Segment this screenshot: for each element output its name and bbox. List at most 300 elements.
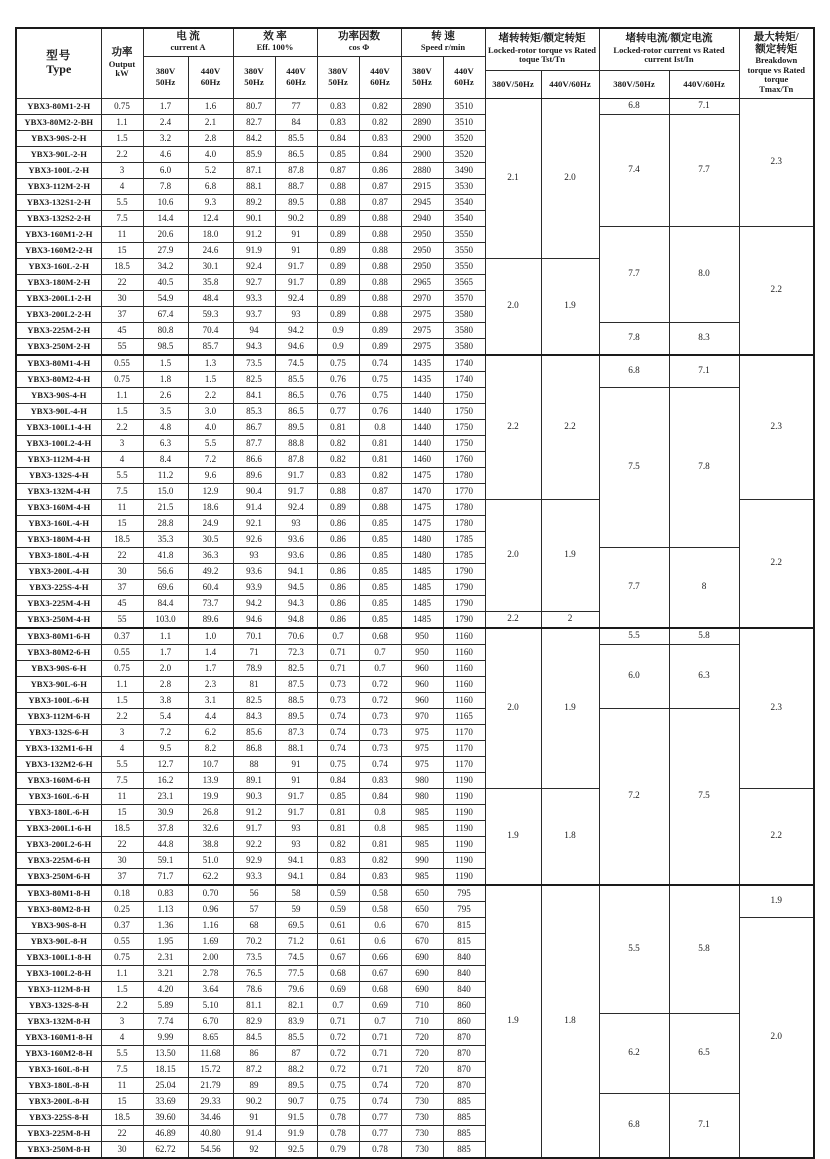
value-cell: 7.2	[143, 724, 188, 740]
model-cell: YBX3-250M-2-H	[16, 338, 101, 355]
ist-ratio-cell: 7.1	[669, 355, 739, 388]
col-header-locked-rotor-torque: 堵转转矩/额定转矩 Locked-rotor torque vs Rated toque Tst/Tn	[485, 28, 599, 70]
value-cell: 91.4	[233, 499, 275, 515]
model-cell: YBX3-100L2-4-H	[16, 435, 101, 451]
value-cell: 0.85	[359, 515, 401, 531]
value-cell: 89.6	[188, 611, 233, 628]
value-cell: 0.75	[101, 949, 143, 965]
value-cell: 0.89	[317, 210, 359, 226]
value-cell: 5.5	[188, 435, 233, 451]
subheader-speed-440v-60hz: 440V 60Hz	[443, 56, 485, 98]
value-cell: 93.3	[233, 290, 275, 306]
col-header-speed: 转 速 Speed r/min	[401, 28, 485, 56]
value-cell: 93	[275, 515, 317, 531]
value-cell: 5.5	[101, 756, 143, 772]
value-cell: 0.74	[359, 1077, 401, 1093]
value-cell: 87.7	[233, 435, 275, 451]
value-cell: 0.72	[317, 1029, 359, 1045]
value-cell: 0.75	[101, 98, 143, 114]
value-cell: 1440	[401, 403, 443, 419]
value-cell: 78.9	[233, 660, 275, 676]
value-cell: 2.78	[188, 965, 233, 981]
model-cell: YBX3-160L-8-H	[16, 1061, 101, 1077]
value-cell: 30	[101, 290, 143, 306]
value-cell: 4.0	[188, 419, 233, 435]
value-cell: 3520	[443, 146, 485, 162]
value-cell: 9.6	[188, 467, 233, 483]
value-cell: 78.6	[233, 981, 275, 997]
value-cell: 93	[233, 547, 275, 563]
value-cell: 950	[401, 644, 443, 660]
value-cell: 92.9	[233, 852, 275, 868]
value-cell: 1190	[443, 852, 485, 868]
model-cell: YBX3-132M2-6-H	[16, 756, 101, 772]
value-cell: 0.89	[359, 322, 401, 338]
value-cell: 32.6	[188, 820, 233, 836]
value-cell: 91.7	[275, 274, 317, 290]
value-cell: 1790	[443, 563, 485, 579]
value-cell: 16.2	[143, 772, 188, 788]
value-cell: 4.0	[188, 146, 233, 162]
value-cell: 91	[275, 226, 317, 242]
value-cell: 885	[443, 1141, 485, 1158]
value-cell: 1.6	[188, 98, 233, 114]
value-cell: 82.5	[275, 660, 317, 676]
model-cell: YBX3-80M1-4-H	[16, 355, 101, 372]
value-cell: 37	[101, 868, 143, 885]
value-cell: 1750	[443, 435, 485, 451]
value-cell: 0.7	[359, 1013, 401, 1029]
value-cell: 23.1	[143, 788, 188, 804]
value-cell: 12.9	[188, 483, 233, 499]
value-cell: 870	[443, 1029, 485, 1045]
model-cell: YBX3-250M-6-H	[16, 868, 101, 885]
value-cell: 93.6	[275, 547, 317, 563]
value-cell: 5.4	[143, 708, 188, 724]
value-cell: 0.8	[359, 804, 401, 820]
col-header-locked-rotor-current: 堵转电流/额定电流 Locked-rotor current vs Rated current Ist/In	[599, 28, 739, 70]
tst-ratio-cell: 1.8	[541, 788, 599, 885]
value-cell: 0.78	[317, 1125, 359, 1141]
value-cell: 1740	[443, 371, 485, 387]
value-cell: 0.85	[317, 788, 359, 804]
value-cell: 5.5	[101, 467, 143, 483]
value-cell: 55	[101, 338, 143, 355]
value-cell: 20.6	[143, 226, 188, 242]
value-cell: 40.5	[143, 274, 188, 290]
value-cell: 6.0	[143, 162, 188, 178]
value-cell: 1435	[401, 355, 443, 372]
value-cell: 34.2	[143, 258, 188, 274]
value-cell: 86.7	[233, 419, 275, 435]
value-cell: 0.83	[143, 885, 188, 902]
value-cell: 0.8	[359, 820, 401, 836]
table-row	[16, 708, 814, 724]
tmax-ratio-cell: 2.3	[739, 355, 814, 500]
table-row	[16, 1013, 814, 1029]
value-cell: 0.7	[359, 644, 401, 660]
value-cell: 885	[443, 1125, 485, 1141]
model-cell: YBX3-250M-4-H	[16, 611, 101, 628]
value-cell: 82.5	[233, 692, 275, 708]
value-cell: 1480	[401, 547, 443, 563]
value-cell: 840	[443, 949, 485, 965]
value-cell: 2975	[401, 338, 443, 355]
value-cell: 87.1	[233, 162, 275, 178]
value-cell: 77.5	[275, 965, 317, 981]
tst-ratio-cell: 2.0	[485, 628, 541, 789]
value-cell: 14.4	[143, 210, 188, 226]
value-cell: 92.1	[233, 515, 275, 531]
ist-ratio-cell: 7.5	[599, 387, 669, 547]
value-cell: 4	[101, 451, 143, 467]
value-cell: 2950	[401, 242, 443, 258]
model-cell: YBX3-100L2-8-H	[16, 965, 101, 981]
value-cell: 87.3	[275, 724, 317, 740]
value-cell: 985	[401, 868, 443, 885]
value-cell: 90.7	[275, 1093, 317, 1109]
value-cell: 0.79	[317, 1141, 359, 1158]
model-cell: YBX3-90S-8-H	[16, 917, 101, 933]
value-cell: 0.84	[317, 772, 359, 788]
value-cell: 67.4	[143, 306, 188, 322]
value-cell: 950	[401, 628, 443, 645]
value-cell: 93.7	[233, 306, 275, 322]
value-cell: 94.2	[233, 595, 275, 611]
value-cell: 69.6	[143, 579, 188, 595]
value-cell: 0.71	[317, 1013, 359, 1029]
value-cell: 2915	[401, 178, 443, 194]
value-cell: 0.88	[359, 290, 401, 306]
model-cell: YBX3-112M-8-H	[16, 981, 101, 997]
value-cell: 0.87	[359, 194, 401, 210]
value-cell: 3550	[443, 226, 485, 242]
value-cell: 2945	[401, 194, 443, 210]
value-cell: 970	[401, 708, 443, 724]
value-cell: 3.5	[143, 403, 188, 419]
model-cell: YBX3-180L-6-H	[16, 804, 101, 820]
motor-spec-table	[15, 27, 815, 1159]
table-row	[16, 885, 814, 902]
value-cell: 1.1	[101, 676, 143, 692]
value-cell: 93.6	[275, 531, 317, 547]
value-cell: 1.69	[188, 933, 233, 949]
model-cell: YBX3-80M1-6-H	[16, 628, 101, 645]
value-cell: 10.7	[188, 756, 233, 772]
value-cell: 0.89	[317, 306, 359, 322]
value-cell: 0.81	[317, 419, 359, 435]
value-cell: 3580	[443, 338, 485, 355]
value-cell: 0.55	[101, 355, 143, 372]
model-cell: YBX3-90S-6-H	[16, 660, 101, 676]
value-cell: 46.89	[143, 1125, 188, 1141]
model-cell: YBX3-180M-2-H	[16, 274, 101, 290]
model-cell: YBX3-80M2-2-BH	[16, 114, 101, 130]
value-cell: 92.5	[275, 1141, 317, 1158]
value-cell: 3540	[443, 210, 485, 226]
value-cell: 85.5	[275, 371, 317, 387]
value-cell: 1190	[443, 772, 485, 788]
value-cell: 1.5	[101, 403, 143, 419]
value-cell: 3570	[443, 290, 485, 306]
value-cell: 5.89	[143, 997, 188, 1013]
ist-ratio-cell: 8.3	[669, 322, 739, 355]
col-header-output: 功率 Output kW	[101, 28, 143, 98]
value-cell: 91.4	[233, 1125, 275, 1141]
value-cell: 21.79	[188, 1077, 233, 1093]
value-cell: 2.1	[188, 114, 233, 130]
value-cell: 0.86	[317, 579, 359, 595]
value-cell: 7.5	[101, 772, 143, 788]
value-cell: 41.8	[143, 547, 188, 563]
tst-ratio-cell: 2.1	[485, 98, 541, 258]
ist-ratio-cell: 7.2	[599, 708, 669, 885]
col-header-efficiency: 效 率 Eff. 100%	[233, 28, 317, 56]
value-cell: 870	[443, 1045, 485, 1061]
value-cell: 0.96	[188, 901, 233, 917]
value-cell: 0.7	[359, 660, 401, 676]
value-cell: 720	[401, 1077, 443, 1093]
value-cell: 0.86	[317, 611, 359, 628]
value-cell: 11.2	[143, 467, 188, 483]
value-cell: 93	[275, 306, 317, 322]
value-cell: 0.89	[317, 499, 359, 515]
value-cell: 3	[101, 435, 143, 451]
value-cell: 0.73	[317, 676, 359, 692]
value-cell: 68	[233, 917, 275, 933]
model-cell: YBX3-160M-6-H	[16, 772, 101, 788]
value-cell: 975	[401, 740, 443, 756]
tst-ratio-cell: 2.0	[485, 258, 541, 355]
value-cell: 88.5	[275, 692, 317, 708]
value-cell: 24.6	[188, 242, 233, 258]
value-cell: 91	[233, 1109, 275, 1125]
model-cell: YBX3-132S-8-H	[16, 997, 101, 1013]
value-cell: 3530	[443, 178, 485, 194]
value-cell: 1440	[401, 387, 443, 403]
model-cell: YBX3-225S-4-H	[16, 579, 101, 595]
value-cell: 1460	[401, 451, 443, 467]
value-cell: 2.4	[143, 114, 188, 130]
ist-ratio-cell: 6.5	[669, 1013, 739, 1093]
value-cell: 11	[101, 1077, 143, 1093]
table-row	[16, 114, 814, 130]
value-cell: 0.83	[359, 772, 401, 788]
value-cell: 89.5	[275, 1077, 317, 1093]
value-cell: 0.87	[359, 483, 401, 499]
value-cell: 0.71	[359, 1045, 401, 1061]
value-cell: 2970	[401, 290, 443, 306]
value-cell: 0.73	[359, 740, 401, 756]
tmax-ratio-cell: 2.2	[739, 788, 814, 885]
value-cell: 85.5	[275, 1029, 317, 1045]
ist-ratio-cell: 7.8	[669, 387, 739, 547]
model-cell: YBX3-132S2-2-H	[16, 210, 101, 226]
value-cell: 5.5	[101, 1045, 143, 1061]
value-cell: 2950	[401, 258, 443, 274]
value-cell: 4.4	[188, 708, 233, 724]
value-cell: 1790	[443, 595, 485, 611]
value-cell: 94	[233, 322, 275, 338]
model-cell: YBX3-180L-4-H	[16, 547, 101, 563]
value-cell: 91.7	[275, 788, 317, 804]
value-cell: 1.7	[143, 644, 188, 660]
value-cell: 0.82	[317, 451, 359, 467]
value-cell: 77	[275, 98, 317, 114]
value-cell: 93.3	[233, 868, 275, 885]
value-cell: 670	[401, 933, 443, 949]
ist-ratio-cell: 6.2	[599, 1013, 669, 1093]
model-cell: YBX3-100L-6-H	[16, 692, 101, 708]
value-cell: 1790	[443, 579, 485, 595]
value-cell: 12.4	[188, 210, 233, 226]
value-cell: 103.0	[143, 611, 188, 628]
value-cell: 815	[443, 917, 485, 933]
value-cell: 0.76	[317, 371, 359, 387]
value-cell: 730	[401, 1109, 443, 1125]
value-cell: 28.8	[143, 515, 188, 531]
value-cell: 720	[401, 1045, 443, 1061]
value-cell: 0.86	[317, 515, 359, 531]
value-cell: 94.5	[275, 579, 317, 595]
value-cell: 690	[401, 981, 443, 997]
value-cell: 0.88	[359, 274, 401, 290]
value-cell: 81.1	[233, 997, 275, 1013]
value-cell: 1.7	[188, 660, 233, 676]
value-cell: 86.8	[233, 740, 275, 756]
value-cell: 2975	[401, 322, 443, 338]
value-cell: 1750	[443, 403, 485, 419]
value-cell: 91.7	[275, 258, 317, 274]
value-cell: 1.16	[188, 917, 233, 933]
value-cell: 3	[101, 724, 143, 740]
model-cell: YBX3-90L-2-H	[16, 146, 101, 162]
value-cell: 0.88	[317, 483, 359, 499]
value-cell: 49.2	[188, 563, 233, 579]
value-cell: 94.6	[275, 338, 317, 355]
value-cell: 1780	[443, 499, 485, 515]
value-cell: 84.5	[233, 1029, 275, 1045]
value-cell: 59.3	[188, 306, 233, 322]
value-cell: 70.2	[233, 933, 275, 949]
value-cell: 3510	[443, 98, 485, 114]
value-cell: 650	[401, 885, 443, 902]
value-cell: 0.74	[359, 1093, 401, 1109]
ist-ratio-cell: 6.3	[669, 644, 739, 708]
value-cell: 34.46	[188, 1109, 233, 1125]
value-cell: 92	[233, 1141, 275, 1158]
table-row	[16, 1093, 814, 1109]
value-cell: 0.8	[359, 419, 401, 435]
ist-ratio-cell: 7.1	[669, 98, 739, 114]
tst-ratio-cell: 2.0	[485, 499, 541, 611]
value-cell: 1160	[443, 644, 485, 660]
value-cell: 0.88	[359, 306, 401, 322]
value-cell: 885	[443, 1109, 485, 1125]
value-cell: 2.00	[188, 949, 233, 965]
value-cell: 12.7	[143, 756, 188, 772]
value-cell: 0.85	[359, 531, 401, 547]
ist-ratio-cell: 5.8	[669, 628, 739, 645]
tmax-ratio-cell: 2.3	[739, 628, 814, 789]
value-cell: 30	[101, 563, 143, 579]
value-cell: 4.8	[143, 419, 188, 435]
value-cell: 13.9	[188, 772, 233, 788]
value-cell: 2.3	[188, 676, 233, 692]
value-cell: 90.2	[275, 210, 317, 226]
value-cell: 91.7	[233, 820, 275, 836]
value-cell: 91	[275, 772, 317, 788]
subheader-ist-440v-60hz: 440V/60Hz	[669, 70, 739, 98]
value-cell: 2890	[401, 98, 443, 114]
value-cell: 70.4	[188, 322, 233, 338]
value-cell: 10.6	[143, 194, 188, 210]
value-cell: 3550	[443, 242, 485, 258]
value-cell: 840	[443, 965, 485, 981]
value-cell: 0.84	[317, 868, 359, 885]
tst-ratio-cell: 1.9	[541, 499, 599, 611]
value-cell: 91.5	[275, 1109, 317, 1125]
value-cell: 91.9	[233, 242, 275, 258]
value-cell: 22	[101, 274, 143, 290]
value-cell: 37.8	[143, 820, 188, 836]
ist-ratio-cell: 6.8	[599, 98, 669, 114]
value-cell: 0.76	[317, 387, 359, 403]
value-cell: 86.5	[275, 387, 317, 403]
col-header-current: 电 流 current A	[143, 28, 233, 56]
value-cell: 89.2	[233, 194, 275, 210]
table-row	[16, 387, 814, 403]
value-cell: 80.8	[143, 322, 188, 338]
value-cell: 0.74	[317, 708, 359, 724]
value-cell: 860	[443, 997, 485, 1013]
value-cell: 7.5	[101, 1061, 143, 1077]
value-cell: 0.83	[317, 467, 359, 483]
value-cell: 94.1	[275, 868, 317, 885]
value-cell: 985	[401, 836, 443, 852]
value-cell: 85.7	[188, 338, 233, 355]
value-cell: 2900	[401, 146, 443, 162]
ist-ratio-cell: 6.8	[599, 355, 669, 388]
value-cell: 0.67	[317, 949, 359, 965]
value-cell: 55	[101, 611, 143, 628]
value-cell: 690	[401, 949, 443, 965]
value-cell: 88.1	[275, 740, 317, 756]
value-cell: 0.55	[101, 933, 143, 949]
value-cell: 0.88	[359, 210, 401, 226]
value-cell: 0.88	[359, 499, 401, 515]
ist-ratio-cell: 7.7	[599, 547, 669, 628]
value-cell: 0.83	[359, 130, 401, 146]
value-cell: 88.1	[233, 178, 275, 194]
value-cell: 0.88	[359, 226, 401, 242]
value-cell: 0.83	[317, 98, 359, 114]
table-row	[16, 98, 814, 114]
value-cell: 870	[443, 1077, 485, 1093]
value-cell: 18.5	[101, 258, 143, 274]
value-cell: 86.5	[275, 146, 317, 162]
value-cell: 11	[101, 499, 143, 515]
value-cell: 11.68	[188, 1045, 233, 1061]
value-cell: 71.7	[143, 868, 188, 885]
value-cell: 0.58	[359, 901, 401, 917]
value-cell: 85.3	[233, 403, 275, 419]
value-cell: 0.75	[101, 371, 143, 387]
value-cell: 9.99	[143, 1029, 188, 1045]
value-cell: 0.87	[317, 162, 359, 178]
value-cell: 1190	[443, 788, 485, 804]
value-cell: 1160	[443, 692, 485, 708]
